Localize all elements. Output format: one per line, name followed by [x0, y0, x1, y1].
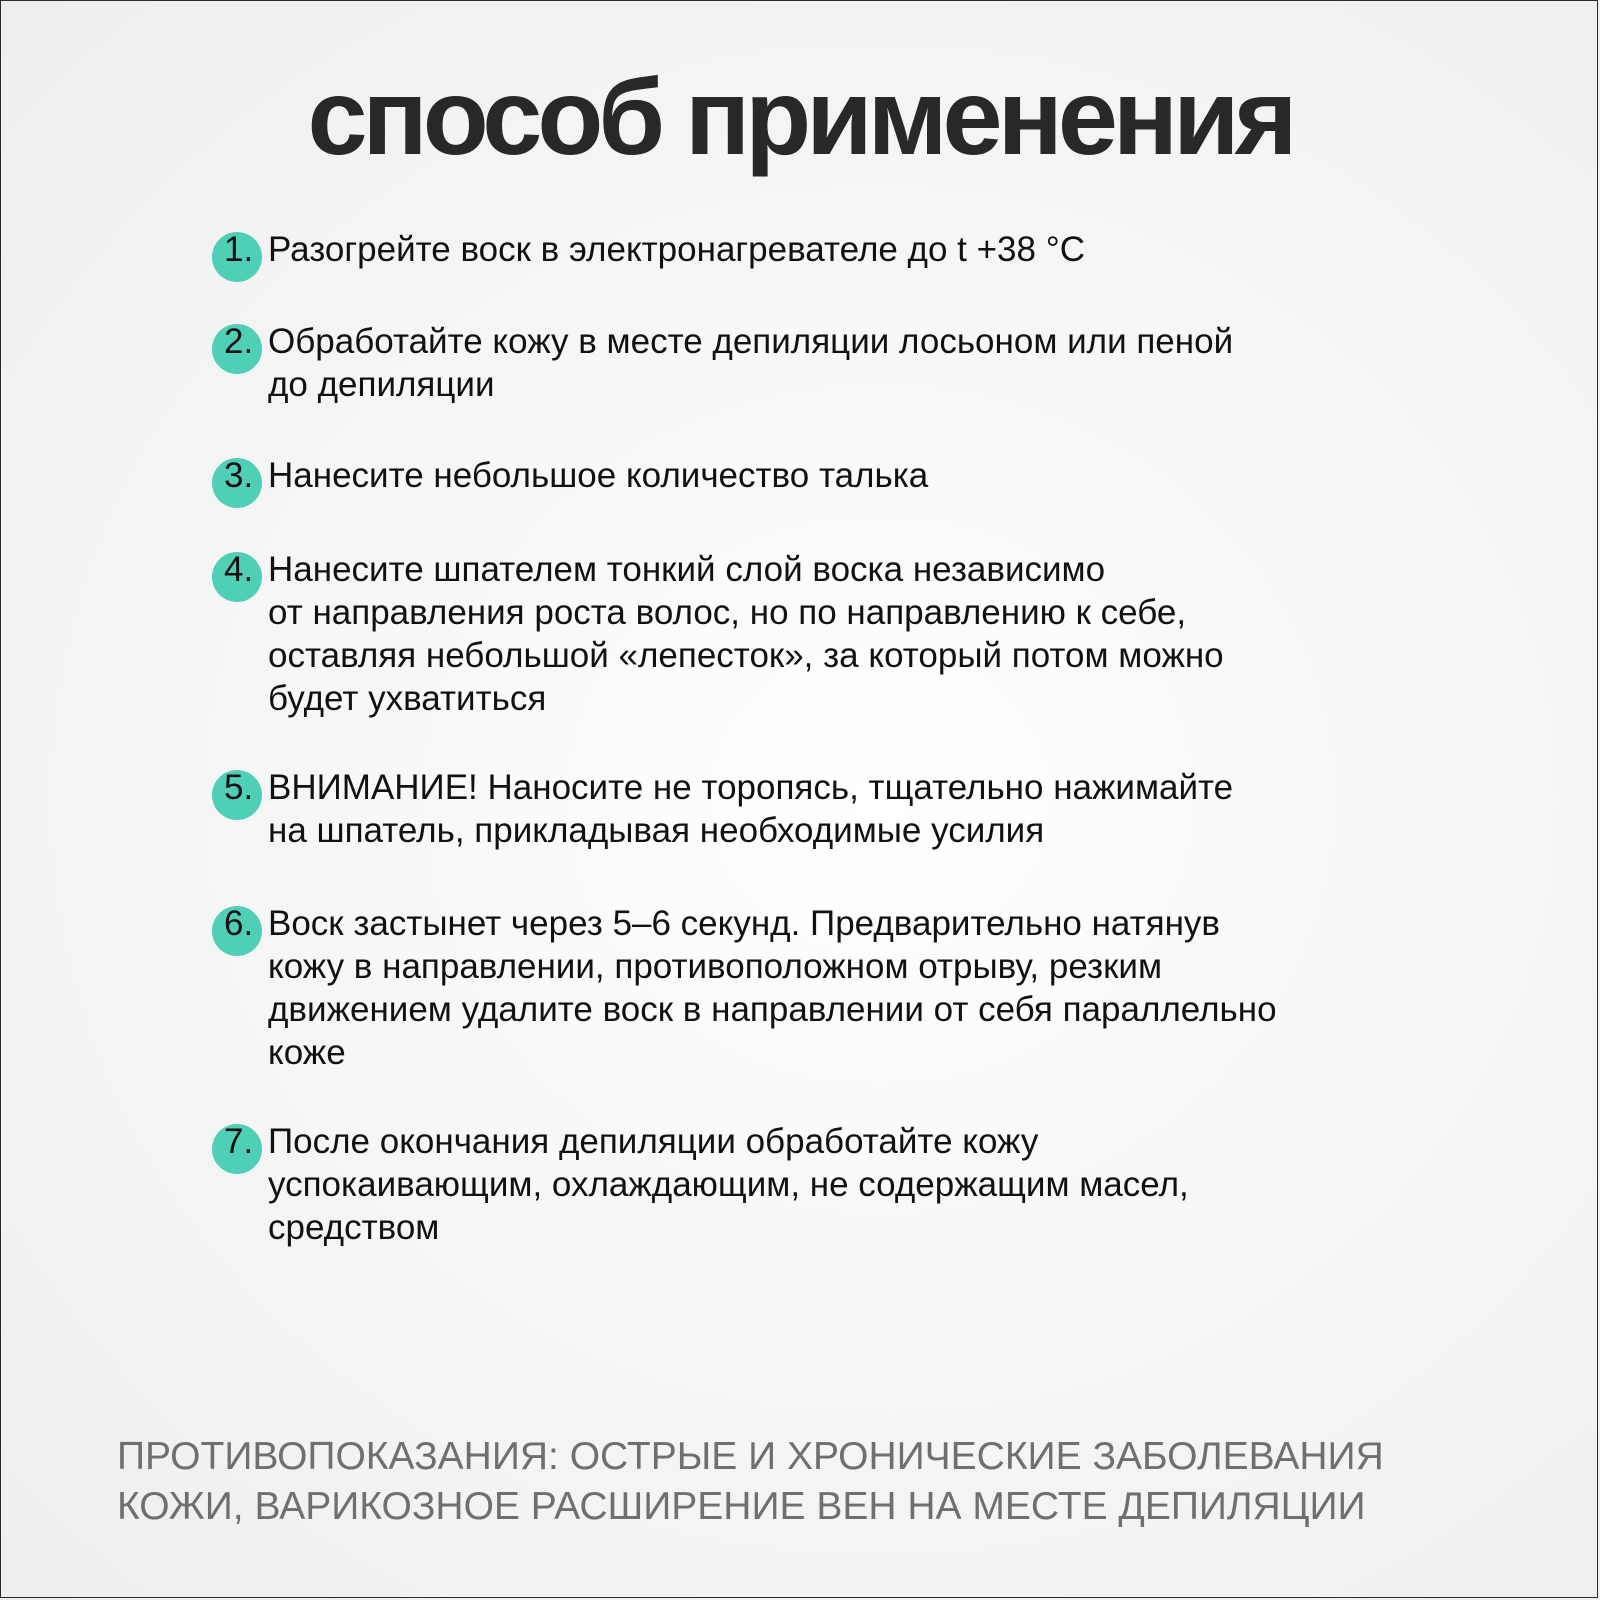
step-number: 7.	[224, 1122, 254, 1161]
step-text: Воск застынет через 5–6 секунд. Предварительно натянув кожу в направлении, противоположном отрыву, резким движением удалите воск в направлении от себя параллельно коже	[268, 904, 1277, 1072]
step-number: 1.	[224, 230, 254, 269]
step-text: Обработайте кожу в месте депиляции лосьоном или пеной до депиляции	[268, 322, 1234, 404]
step-number: 2.	[224, 322, 254, 361]
step-number: 4.	[224, 550, 254, 589]
contraindications-note: ПРОТИВОПОКАЗАНИЯ: ОСТРЫЕ И ХРОНИЧЕСКИЕ ЗАБОЛЕВАНИЯ КОЖИ, ВАРИКОЗНОЕ РАСШИРЕНИЕ ВЕН НА МЕСТЕ ДЕПИЛЯЦИИ	[117, 1435, 1384, 1528]
step-text: Нанесите шпателем тонкий слой воска независимо от направления роста волос, но по направлению к себе, оставляя небольшой «лепесток», за который потом можно будет ухватиться	[268, 550, 1224, 718]
step-text: Разогрейте воск в электронагревателе до t +38 °С	[268, 230, 1085, 269]
step-number: 3.	[224, 456, 254, 495]
step-text: Нанесите небольшое количество талька	[268, 456, 929, 495]
step-number: 6.	[224, 904, 254, 943]
step-text: После окончания депиляции обработайте кожу успокаивающим, охлаждающим, не содержащим масел, средством	[268, 1122, 1189, 1247]
page-title: способ применения	[307, 56, 1293, 177]
step-number: 5.	[224, 768, 254, 807]
step-text: ВНИМАНИЕ! Наносите не торопясь, тщательно нажимайте на шпатель, прикладывая необходимые усилия	[268, 768, 1234, 850]
